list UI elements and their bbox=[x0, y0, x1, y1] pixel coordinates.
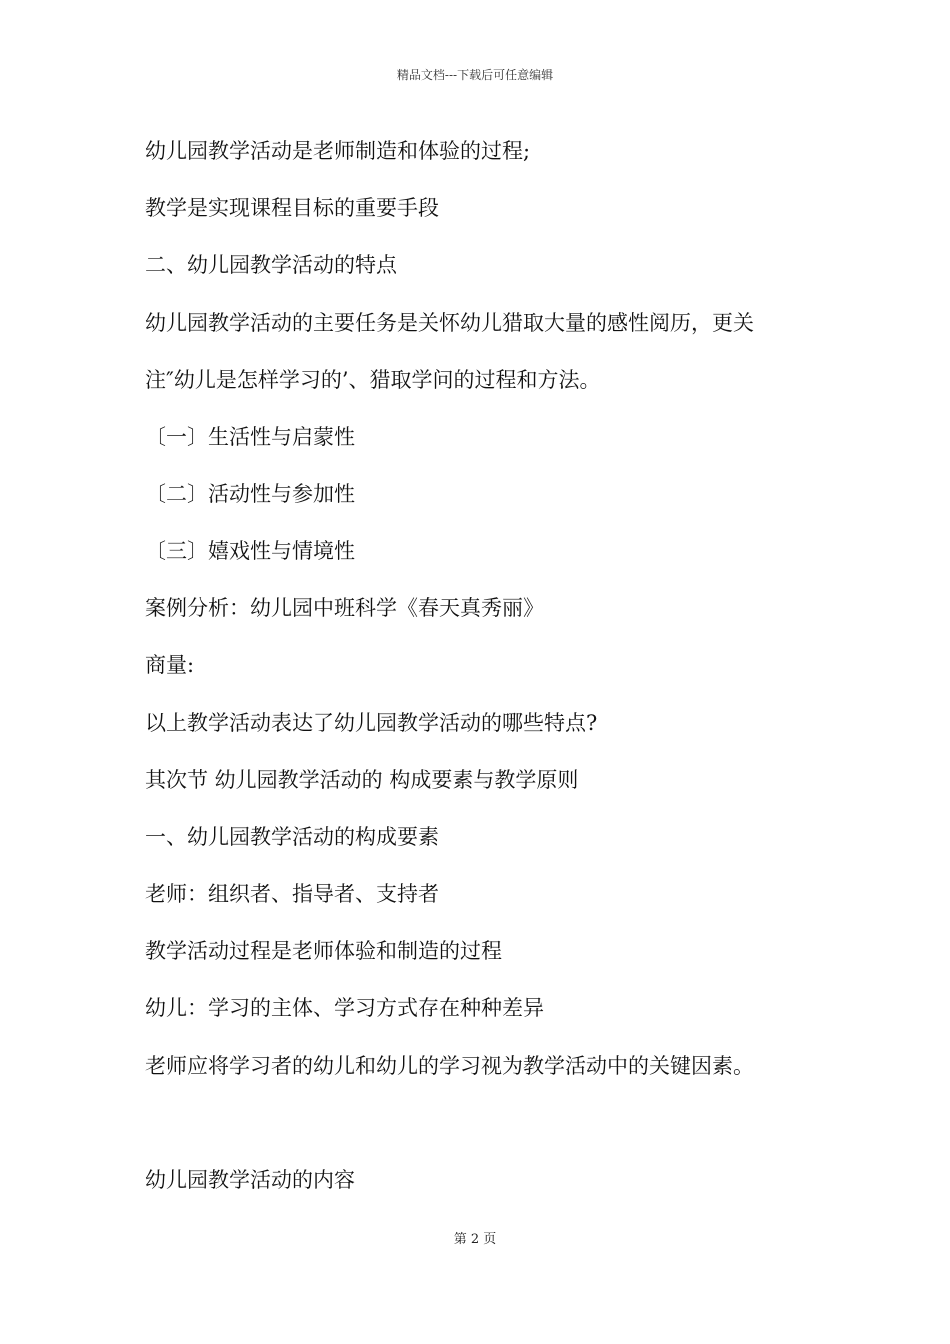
text-line: 老师应将学习者的幼儿和幼儿的学习视为教学活动中的关键因素。 bbox=[145, 1054, 754, 1078]
text-line: 教学活动过程是老师体验和制造的过程 bbox=[145, 939, 502, 963]
text-line: 注″幼儿是怎样学习的’、猎取学问的过程和方法。 bbox=[145, 368, 601, 392]
text-line: 幼儿园教学活动的主要任务是关怀幼儿猎取大量的感性阅历，更关 bbox=[145, 311, 754, 335]
list-item: 〔二〕活动性与参加性 bbox=[145, 482, 355, 506]
text-line: 教学是实现课程目标的重要手段 bbox=[145, 196, 439, 220]
text-line: 老师：组织者、指导者、支持者 bbox=[145, 882, 439, 906]
text-line: 商量: bbox=[145, 653, 195, 677]
text-line: 幼儿园教学活动是老师制造和体验的过程; bbox=[145, 139, 531, 163]
page-number: 第 2 页 bbox=[453, 1232, 497, 1247]
section-heading: 一、幼儿园教学活动的构成要素 bbox=[145, 825, 439, 849]
section-heading: 二、幼儿园教学活动的特点 bbox=[145, 253, 397, 277]
list-item: 〔三〕嬉戏性与情境性 bbox=[145, 539, 355, 563]
list-item: 〔一〕生活性与启蒙性 bbox=[145, 425, 355, 449]
text-line: 幼儿：学习的主体、学习方式存在种种差异 bbox=[145, 996, 544, 1020]
section-heading: 幼儿园教学活动的内容 bbox=[145, 1168, 355, 1192]
text-line: 以上教学活动表达了幼儿园教学活动的哪些特点? bbox=[145, 711, 598, 735]
section-heading: 其次节 幼儿园教学活动的 构成要素与教学原则 bbox=[145, 768, 579, 792]
text-line: 案例分析：幼儿园中班科学《春天真秀丽》 bbox=[145, 596, 544, 620]
page-header: 精品文档---下载后可任意编辑 bbox=[396, 68, 554, 82]
